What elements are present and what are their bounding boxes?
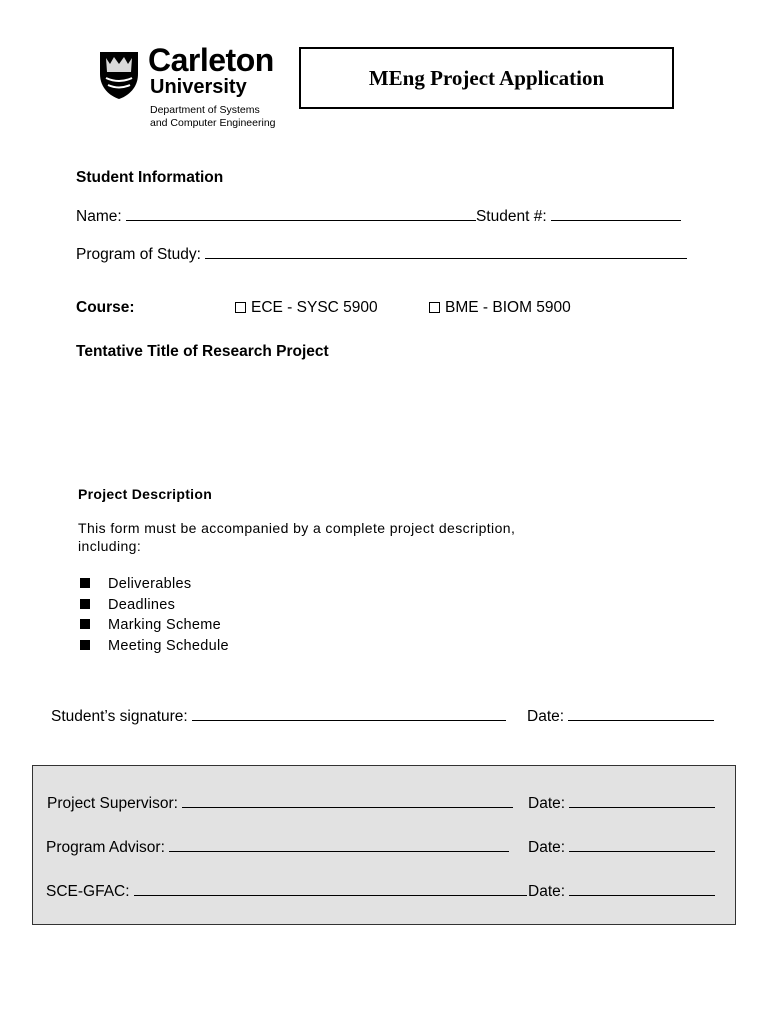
research-title-heading: Tentative Title of Research Project bbox=[76, 343, 329, 360]
bullet-square-icon bbox=[80, 640, 90, 650]
supervisor-date-label: Date: bbox=[528, 795, 566, 812]
advisor-date-row bbox=[528, 837, 715, 858]
gfac-date-label: Date: bbox=[528, 883, 566, 900]
program-row bbox=[76, 244, 687, 265]
form-title-box bbox=[299, 47, 674, 109]
student-number-field[interactable] bbox=[551, 206, 681, 221]
advisor-date-field[interactable] bbox=[569, 837, 715, 852]
student-date-label: Date: bbox=[527, 708, 565, 725]
course-label: Course: bbox=[76, 299, 135, 316]
program-field[interactable] bbox=[205, 244, 687, 259]
bullet-square-icon bbox=[80, 599, 90, 609]
project-description-line2: including: bbox=[78, 538, 142, 554]
supervisor-label: Project Supervisor: bbox=[47, 795, 178, 812]
student-info-heading: Student Information bbox=[76, 169, 224, 186]
form-title: MEng Project Application bbox=[368, 65, 605, 90]
student-signature-row bbox=[51, 706, 506, 727]
university-logo bbox=[98, 42, 288, 134]
logo-department bbox=[150, 104, 276, 130]
logo-department-line2: and Computer Engineering bbox=[150, 117, 276, 129]
gfac-signature-field[interactable] bbox=[134, 881, 527, 896]
project-description-line1: This form must be accompanied by a complete project description, bbox=[78, 520, 516, 536]
project-description-text bbox=[78, 519, 515, 555]
checkbox-ece[interactable] bbox=[235, 302, 246, 313]
student-date-row bbox=[527, 706, 714, 727]
course-option-bme[interactable] bbox=[429, 298, 571, 318]
bullet-square-icon bbox=[80, 578, 90, 588]
program-label: Program of Study: bbox=[76, 246, 201, 263]
list-item: Deliverables bbox=[78, 574, 229, 595]
advisor-signature-field[interactable] bbox=[169, 837, 509, 852]
course-option-bme-label: BME - BIOM 5900 bbox=[445, 299, 571, 316]
name-label: Name: bbox=[76, 208, 122, 225]
requirements-list bbox=[78, 574, 229, 656]
logo-university: University bbox=[150, 76, 247, 98]
gfac-label: SCE-GFAC: bbox=[46, 883, 130, 900]
list-item: Marking Scheme bbox=[78, 615, 229, 636]
gfac-date-field[interactable] bbox=[569, 881, 715, 896]
supervisor-signature-field[interactable] bbox=[182, 793, 513, 808]
course-option-ece-label: ECE - SYSC 5900 bbox=[251, 299, 378, 316]
course-option-ece[interactable] bbox=[235, 298, 378, 318]
advisor-label: Program Advisor: bbox=[46, 839, 165, 856]
logo-name: Carleton bbox=[148, 42, 274, 78]
name-row bbox=[76, 206, 681, 227]
student-signature-label: Student’s signature: bbox=[51, 708, 188, 725]
name-field[interactable] bbox=[126, 206, 476, 221]
logo-department-line1: Department of Systems bbox=[150, 104, 260, 116]
checkbox-bme[interactable] bbox=[429, 302, 440, 313]
gfac-row bbox=[46, 881, 527, 902]
research-title-field[interactable] bbox=[76, 366, 686, 466]
advisor-row bbox=[46, 837, 509, 858]
supervisor-date-field[interactable] bbox=[569, 793, 715, 808]
project-description-heading: Project Description bbox=[78, 486, 213, 502]
student-date-field[interactable] bbox=[568, 706, 714, 721]
shield-crest-icon bbox=[98, 48, 140, 100]
bullet-square-icon bbox=[80, 619, 90, 629]
list-item: Deadlines bbox=[78, 595, 229, 616]
list-item: Meeting Schedule bbox=[78, 636, 229, 657]
advisor-date-label: Date: bbox=[528, 839, 566, 856]
supervisor-row bbox=[47, 793, 513, 814]
student-number-label: Student #: bbox=[475, 208, 547, 225]
gfac-date-row bbox=[528, 881, 715, 902]
supervisor-date-row bbox=[528, 793, 715, 814]
student-signature-field[interactable] bbox=[192, 706, 506, 721]
